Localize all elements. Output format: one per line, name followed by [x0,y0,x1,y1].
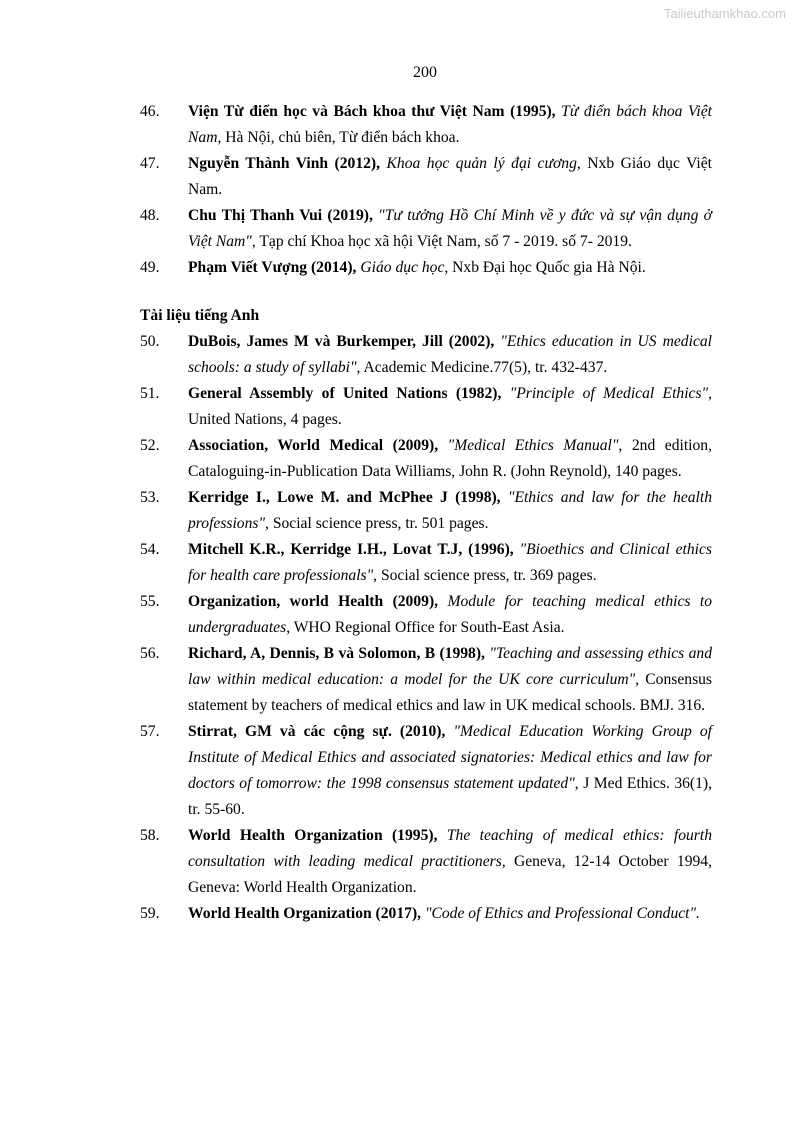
reference-author: World Health Organization (1995), [188,827,438,844]
reference-author: Organization, world Health (2009), [188,593,439,610]
reference-list [140,99,712,927]
reference-item [140,485,712,537]
reference-item [140,203,712,255]
reference-details: , United Nations, 4 pages. [188,385,712,428]
reference-title: Từ điển bách khoa Việt Nam, [188,103,712,146]
reference-author: World Health Organization (2017), [188,905,422,922]
reference-item [140,99,712,151]
reference-author: Viện Từ điển học và Bách khoa thư Việt Nam (1995), [188,103,556,120]
section-heading-english: Tài liệu tiếng Anh [140,307,260,324]
reference-number: 57. [140,723,160,740]
reference-details: , J Med Ethics. 36(1), tr. 55-60. [188,775,712,818]
reference-number: 56. [140,645,160,662]
reference-item [140,433,712,485]
reference-number: 59. [140,905,160,922]
reference-text [188,381,712,433]
reference-item [140,589,712,641]
reference-number: 48. [140,207,160,224]
reference-number: 58. [140,827,160,844]
reference-number: 55. [140,593,160,610]
reference-number: 53. [140,489,160,506]
reference-details: , WHO Regional Office for South-East Asia. [286,619,565,636]
reference-number: 51. [140,385,160,402]
reference-title: "Bioethics and Clinical ethics for health care professionals" [188,541,712,584]
reference-author: Kerridge I., Lowe M. and McPhee J (1998), [188,489,501,506]
reference-text [188,901,712,927]
reference-number: 54. [140,541,160,558]
reference-number: 46. [140,103,160,120]
reference-item [140,719,712,823]
reference-details: , Nxb Giáo dục Việt Nam. [188,155,712,198]
reference-title: "Ethics education in US medical schools: a study of syllabi", [188,333,712,376]
reference-number: 47. [140,155,160,172]
reference-number: 52. [140,437,160,454]
reference-details: , Social science press, tr. 369 pages. [373,567,597,584]
reference-number: 49. [140,259,160,276]
reference-text [188,203,712,255]
reference-item [140,641,712,719]
reference-title: The teaching of medical ethics: fourth consultation with leading medical practitioners, [188,827,713,870]
reference-title: Khoa học quản lý đại cương [386,155,577,172]
reference-author: Stirrat, GM và các cộng sự. (2010), [188,723,446,740]
reference-item [140,823,712,901]
reference-item [140,537,712,589]
reference-text [188,255,712,281]
reference-text [188,485,712,537]
reference-details: Social science press, tr. 501 pages. [272,515,489,532]
reference-details: Hà Nội, chủ biên, Từ điển bách khoa. [225,129,460,146]
reference-details: Consensus statement by teachers of medical ethics and law in UK medical schools. BMJ. 316. [188,671,712,714]
reference-author: Nguyễn Thành Vinh (2012), [188,155,381,172]
reference-item [140,151,712,203]
reference-item [140,329,712,381]
reference-title: Module for teaching medical ethics to undergraduates [188,593,712,636]
reference-author: Mitchell K.R., Kerridge I.H., Lovat T.J, (1996), [188,541,514,558]
reference-author: Chu Thị Thanh Vui (2019), [188,207,373,224]
reference-text [188,329,712,381]
reference-number: 50. [140,333,160,350]
reference-text [188,433,712,485]
reference-author: Richard, A, Dennis, B và Solomon, B (1998), [188,645,485,662]
reference-details: , Tạp chí Khoa học xã hội Việt Nam, số 7 - 2019. số 7- 2019. [251,233,632,250]
reference-details: 2nd edition, Cataloguing-in-Publication Data Williams, John R. (John Reynold), 140 pages. [188,437,712,480]
page-number: 200 [413,64,437,81]
english-references [140,329,712,927]
reference-details: , Nxb Đại học Quốc gia Hà Nội. [444,259,646,276]
reference-text [188,589,712,641]
reference-author: Phạm Viết Vượng (2014), [188,259,357,276]
reference-text [188,719,712,823]
reference-item [140,381,712,433]
reference-author: General Assembly of United Nations (1982), [188,385,502,402]
reference-item [140,255,712,281]
reference-title: "Teaching and assessing ethics and law within medical education: a model for the UK core curriculum", [188,645,712,688]
watermark: Tailieuthamkhao.com [663,6,786,21]
reference-title: "Code of Ethics and Professional Conduct". [424,905,700,922]
reference-author: Association, World Medical (2009), [188,437,439,454]
reference-title: "Medical Ethics Manual", [447,437,623,454]
reference-title: "Tư tưởng Hồ Chí Minh về y đức và sự vận dụng ở Việt Nam" [188,207,712,250]
reference-title: "Medical Education Working Group of Institute of Medical Ethics and associated signatories: Medical ethics and law for doctors of tomorrow: the 1998 consensus statement updated" [188,723,713,792]
reference-item [140,901,712,927]
reference-details: Geneva, 12-14 October 1994, Geneva: World Health Organization. [188,853,712,896]
reference-title: Giáo dục học [360,259,445,276]
reference-text [188,641,712,719]
reference-details: Academic Medicine.77(5), tr. 432-437. [363,359,608,376]
reference-text [188,99,712,151]
reference-text [188,151,712,203]
reference-title: "Ethics and law for the health professions", [188,489,713,532]
reference-text [188,537,712,589]
vietnamese-references [140,99,712,281]
reference-text [188,823,712,901]
reference-title: "Principle of Medical Ethics" [509,385,709,402]
reference-author: DuBois, James M và Burkemper, Jill (2002), [188,333,495,350]
